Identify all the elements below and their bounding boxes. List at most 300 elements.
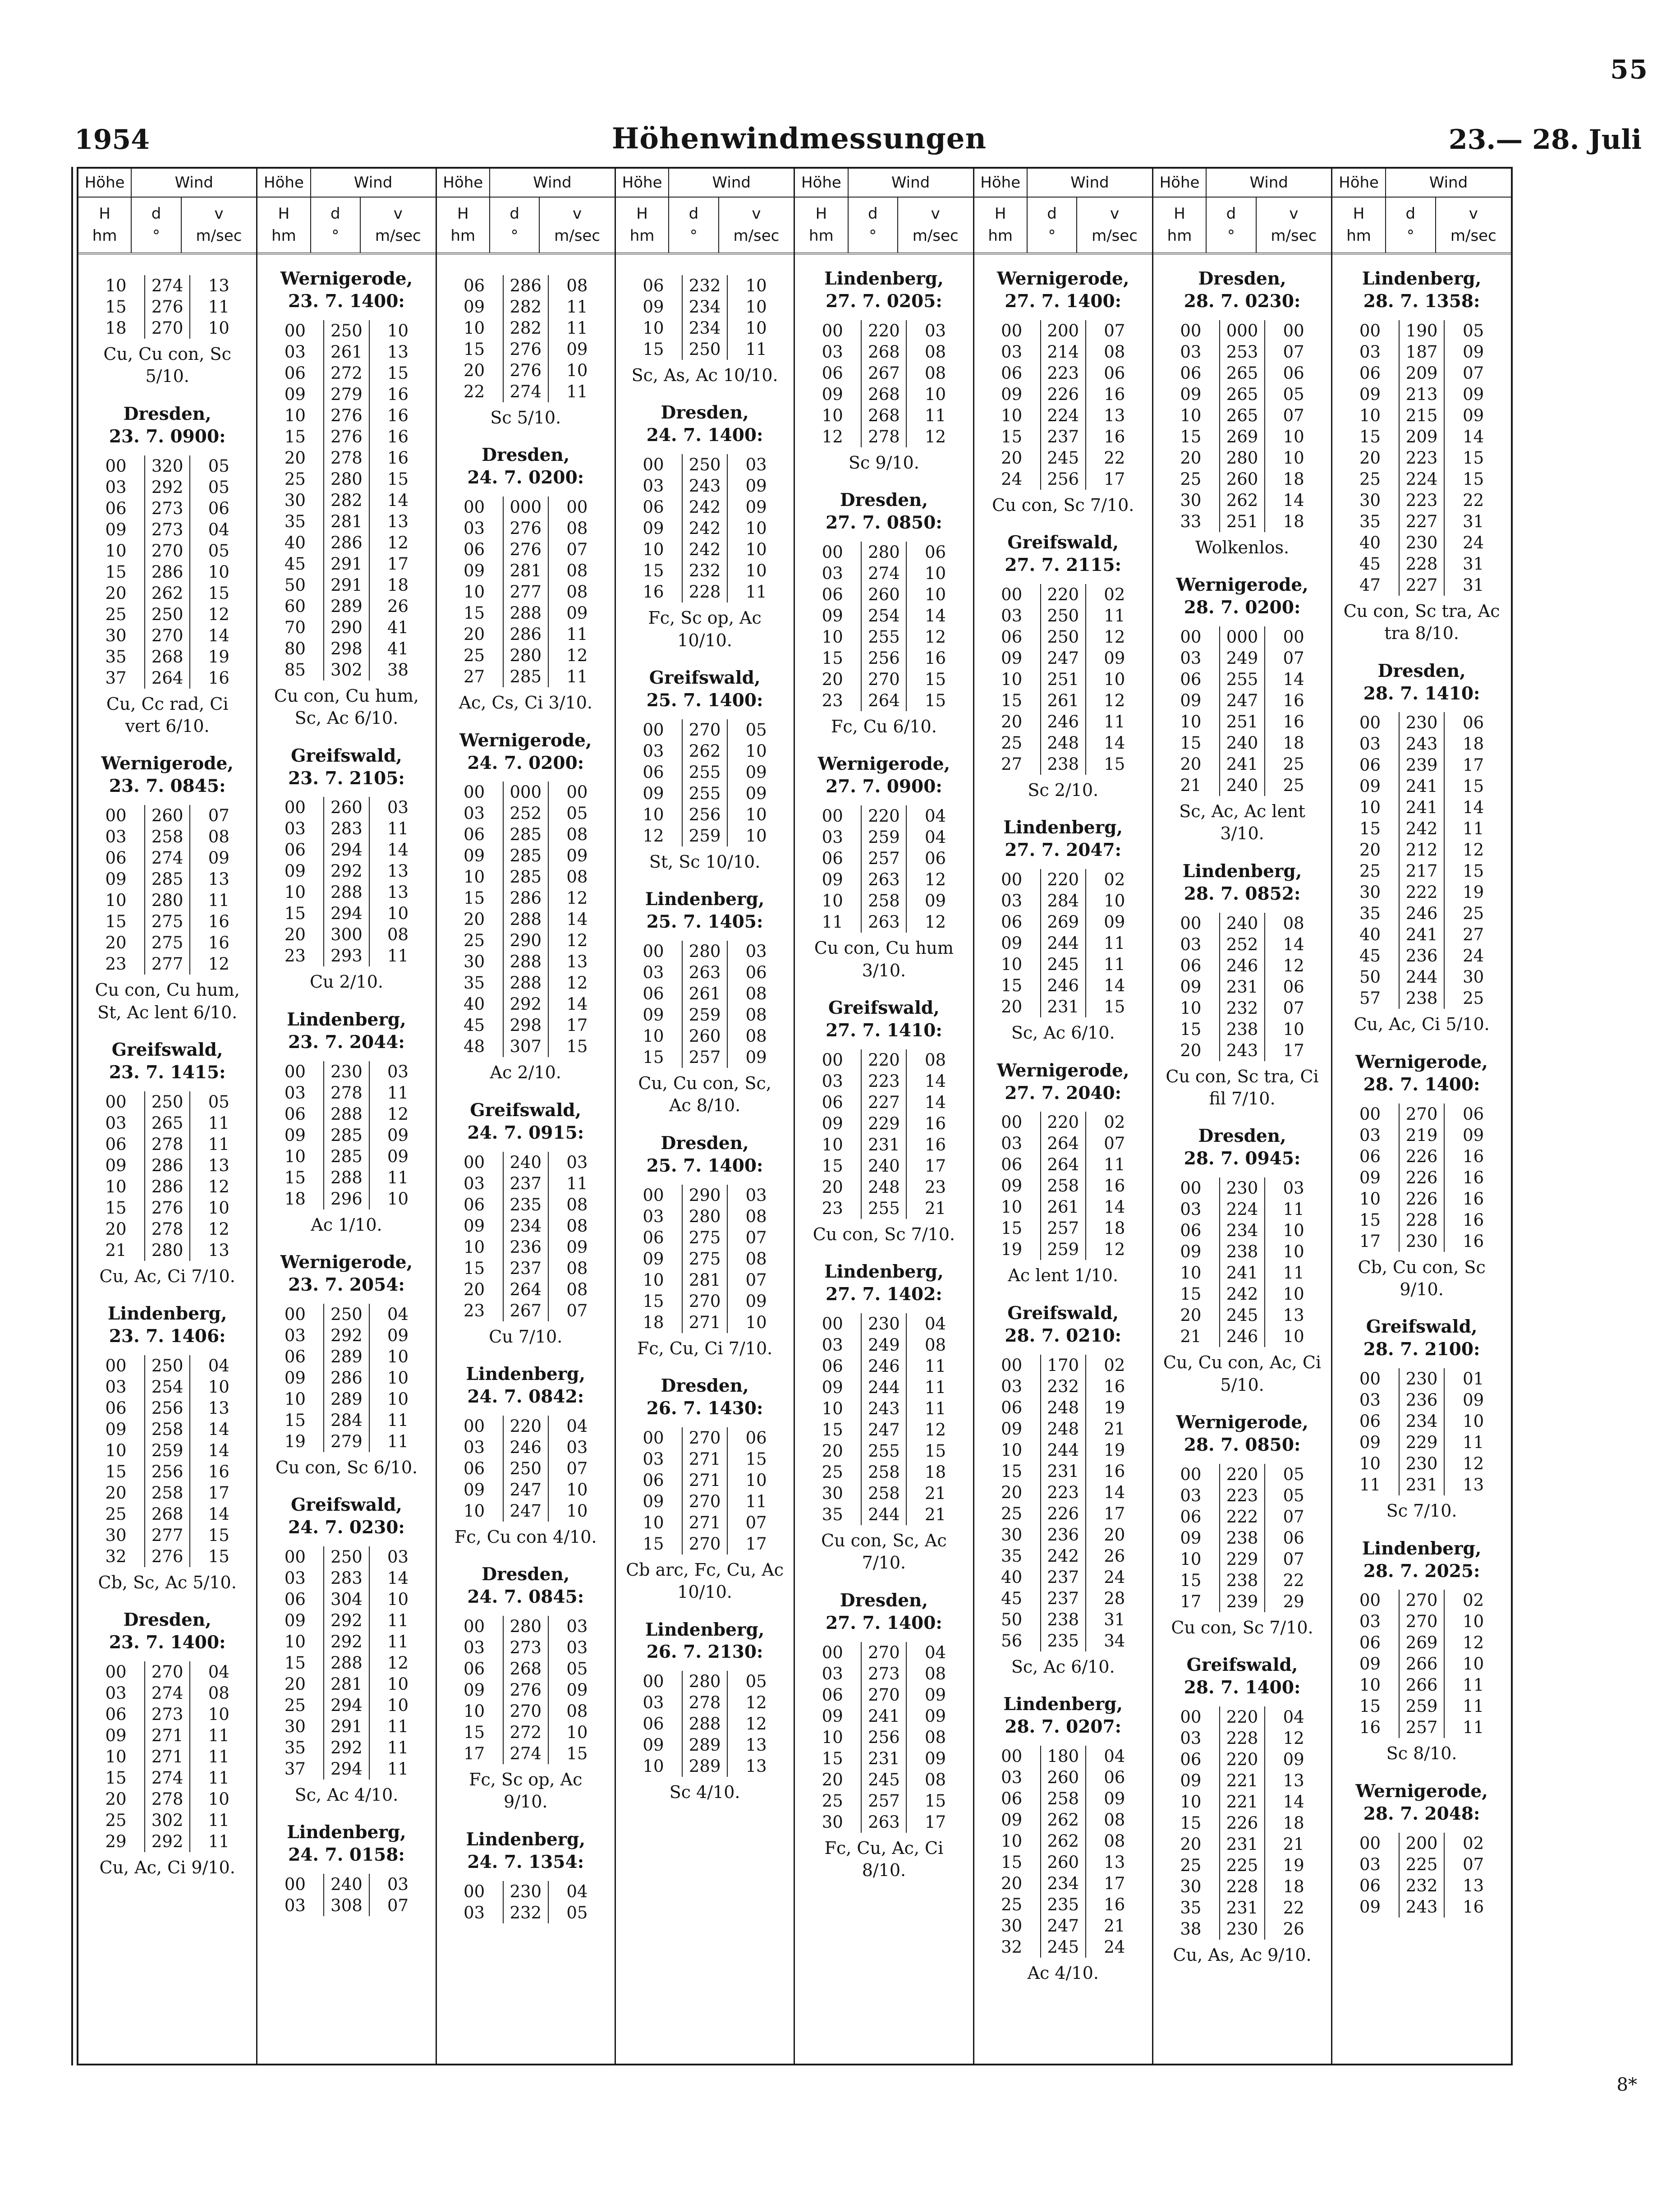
speed-value: 13 (208, 869, 230, 889)
height-value: 06 (643, 1470, 664, 1490)
measurement-row (266, 1737, 426, 1758)
measurement-row (983, 341, 1143, 363)
measurement-row (1341, 1632, 1502, 1653)
station-title-line: 28. 7. 0200: (1184, 597, 1301, 618)
speed-value: 24 (1463, 533, 1484, 552)
station-title (1162, 1412, 1322, 1457)
station-title-line: Dresden, (482, 1564, 570, 1585)
station-title (1341, 1051, 1502, 1096)
height-value: 09 (1180, 1242, 1202, 1262)
speed-value: 10 (387, 1189, 409, 1209)
measurement-row (266, 511, 426, 532)
cloud-note: Ac, Cs, Ci 3/10. (459, 693, 592, 713)
direction-value: 285 (144, 869, 190, 890)
direction-value: 260 (682, 1026, 728, 1047)
subheader-hm: hm (1167, 227, 1192, 245)
height-value: 35 (284, 511, 306, 531)
direction-value: 238 (1219, 1241, 1265, 1262)
direction-value: 293 (323, 945, 369, 966)
direction-value: 298 (323, 638, 369, 659)
speed-value: 07 (387, 1896, 409, 1916)
station-block (983, 817, 1143, 1044)
direction-value: 224 (1219, 1199, 1265, 1220)
height-value: 25 (1359, 469, 1381, 489)
height-value: 00 (105, 1662, 127, 1682)
height-value: 10 (1001, 670, 1023, 690)
station-title-line: Dresden, (661, 402, 749, 423)
height-value: 37 (105, 668, 127, 688)
column-body (795, 254, 973, 2064)
measurement-row (446, 1300, 606, 1321)
measurement-row (625, 1427, 785, 1449)
station-title (1341, 1316, 1502, 1361)
direction-value: 244 (1040, 933, 1086, 954)
speed-value: 21 (1104, 1916, 1125, 1936)
direction-value: 235 (503, 1194, 549, 1215)
direction-value: 292 (503, 993, 549, 1015)
height-value: 00 (284, 1547, 306, 1567)
height-value: 10 (1180, 998, 1202, 1018)
direction-value: 251 (1219, 711, 1265, 732)
measurement-row (1162, 1855, 1322, 1876)
station-title-line: 28. 7. 2048: (1363, 1803, 1480, 1824)
measurement-row (446, 1237, 606, 1258)
speed-value: 25 (1283, 776, 1304, 796)
height-value: 25 (105, 1504, 127, 1524)
height-value: 06 (464, 276, 485, 295)
station-title (804, 1261, 964, 1306)
direction-value: 256 (861, 648, 907, 669)
height-value: 06 (643, 984, 664, 1003)
direction-value: 250 (323, 320, 369, 341)
measurement-row (87, 1767, 247, 1789)
station-title-line: 24. 7. 0200: (467, 752, 584, 773)
speed-value: 14 (1463, 798, 1484, 818)
measurement-row (1162, 626, 1322, 648)
station-title (87, 753, 247, 798)
height-value: 06 (1180, 956, 1202, 975)
measurement-row (266, 924, 426, 945)
column-group (616, 169, 795, 2064)
measurement-rows (266, 1061, 426, 1209)
direction-value: 221 (1219, 1770, 1265, 1791)
height-value: 35 (1359, 511, 1381, 531)
measurement-row (266, 596, 426, 617)
direction-value: 279 (323, 384, 369, 405)
direction-value: 291 (323, 575, 369, 596)
height-value: 50 (284, 575, 306, 595)
direction-value: 276 (144, 296, 190, 317)
direction-value: 241 (1399, 797, 1445, 818)
speed-value: 15 (1463, 448, 1484, 468)
height-value: 09 (1359, 1168, 1381, 1187)
measurement-row (1162, 1812, 1322, 1834)
direction-value: 285 (503, 666, 549, 687)
speed-value: 11 (1463, 1697, 1484, 1716)
measurement-row (87, 1810, 247, 1831)
speed-value: 12 (745, 1714, 767, 1734)
measurement-row (266, 490, 426, 511)
direction-value: 270 (682, 1491, 728, 1512)
direction-value: 000 (1219, 320, 1265, 341)
height-value: 15 (643, 1534, 664, 1554)
cloud-note: Sc 9/10. (849, 452, 919, 473)
measurement-row (1162, 1506, 1322, 1527)
station-title (87, 1303, 247, 1348)
station-title (625, 1132, 785, 1177)
height-value: 25 (822, 1462, 843, 1482)
direction-value: 180 (1040, 1746, 1086, 1767)
station-title (983, 268, 1143, 313)
height-value: 20 (1180, 1835, 1202, 1854)
measurement-row (1162, 1241, 1322, 1262)
direction-value: 241 (861, 1706, 907, 1727)
speed-value: 23 (924, 1177, 946, 1197)
station-title-line: 28. 7. 2100: (1363, 1339, 1480, 1360)
measurement-row (87, 1376, 247, 1398)
station-title (625, 667, 785, 712)
speed-value: 11 (1463, 1433, 1484, 1453)
speed-value: 04 (924, 1642, 946, 1662)
measurement-row (983, 1630, 1143, 1651)
measurement-row (266, 532, 426, 553)
direction-value: 263 (682, 962, 728, 983)
subheader-deg: ° (869, 227, 877, 245)
measurement-row (804, 605, 964, 626)
measurement-row (804, 1177, 964, 1198)
direction-value: 261 (682, 983, 728, 1004)
height-value: 09 (105, 520, 127, 539)
direction-value: 226 (1399, 1167, 1445, 1188)
measurement-row (87, 1113, 247, 1134)
height-value: 06 (464, 1458, 485, 1478)
speed-value: 12 (924, 1420, 946, 1440)
speed-value: 31 (1463, 575, 1484, 595)
direction-value: 275 (144, 911, 190, 932)
direction-value: 259 (861, 827, 907, 848)
measurement-row (804, 1440, 964, 1462)
direction-value: 246 (1219, 955, 1265, 976)
station-title-line: Lindenberg, (466, 1829, 586, 1850)
speed-value: 08 (387, 925, 409, 945)
height-value: 09 (1180, 691, 1202, 711)
station-title-line: 27. 7. 2047: (1005, 840, 1122, 861)
measurement-row (625, 1512, 785, 1533)
height-value: 03 (643, 1206, 664, 1226)
height-value: 06 (1001, 912, 1023, 932)
direction-value: 264 (861, 690, 907, 711)
column-body (257, 254, 435, 2064)
height-value: 40 (1359, 925, 1381, 945)
height-value: 38 (1180, 1919, 1202, 1939)
height-value: 10 (105, 891, 127, 911)
station-block (1341, 1316, 1502, 1522)
direction-value: 230 (503, 1881, 549, 1902)
cloud-note: Ac 4/10. (1027, 1963, 1099, 1983)
direction-value: 235 (1040, 1894, 1086, 1915)
height-value: 03 (1180, 1485, 1202, 1505)
height-value: 00 (1180, 627, 1202, 647)
direction-value: 229 (1399, 1432, 1445, 1453)
measurement-row (983, 711, 1143, 732)
measurement-rows (625, 1185, 785, 1333)
speed-value: 12 (208, 954, 230, 974)
measurement-row (446, 909, 606, 930)
speed-value: 13 (1104, 405, 1125, 425)
direction-value: 263 (861, 911, 907, 933)
direction-value: 255 (682, 762, 728, 783)
height-value: 30 (105, 625, 127, 645)
speed-value: 09 (566, 846, 588, 866)
direction-value: 270 (144, 625, 190, 646)
speed-value: 10 (387, 1674, 409, 1694)
speed-value: 18 (1463, 734, 1484, 754)
measurement-row (446, 1658, 606, 1679)
height-value: 09 (1001, 934, 1023, 953)
height-value: 21 (1180, 1327, 1202, 1347)
measurement-row (266, 882, 426, 903)
speed-value: 07 (566, 1301, 588, 1320)
measurement-row (1162, 1791, 1322, 1812)
measurement-row (266, 1874, 426, 1895)
station-title-line: Lindenberg, (645, 1619, 765, 1640)
height-value: 06 (284, 1347, 306, 1366)
station-block (804, 268, 964, 474)
speed-value: 24 (1104, 1567, 1125, 1587)
height-value: 30 (822, 1812, 843, 1832)
station-title-line: 27. 7. 1410: (826, 1020, 942, 1041)
measurement-row (983, 1397, 1143, 1418)
measurement-row (804, 626, 964, 648)
measurement-rows (1341, 712, 1502, 1009)
measurement-row (983, 1915, 1143, 1936)
measurement-row (87, 625, 247, 646)
direction-value: 288 (503, 909, 549, 930)
speed-value: 04 (208, 1662, 230, 1682)
height-value: 00 (1001, 1746, 1023, 1766)
height-value: 20 (1001, 1873, 1023, 1893)
direction-value: 270 (682, 719, 728, 740)
station-block (804, 753, 964, 982)
direction-value: 270 (144, 1661, 190, 1683)
height-value: 00 (1001, 1355, 1023, 1375)
measurement-row (1341, 1231, 1502, 1252)
direction-value: 245 (1040, 447, 1086, 469)
station-block (446, 1363, 606, 1548)
direction-value: 249 (861, 1334, 907, 1356)
direction-value: 292 (323, 860, 369, 882)
station-title-line: 24. 7. 0845: (467, 1587, 584, 1608)
speed-value: 11 (566, 625, 588, 644)
height-value: 09 (1001, 648, 1023, 668)
height-value: 15 (1180, 427, 1202, 446)
header-hoehe: Höhe (616, 169, 669, 197)
height-value: 06 (1180, 1221, 1202, 1241)
direction-value: 226 (1040, 384, 1086, 405)
direction-value: 226 (1399, 1146, 1445, 1167)
direction-value: 288 (323, 1652, 369, 1674)
measurement-rows (625, 941, 785, 1068)
speed-value: 10 (745, 826, 767, 846)
speed-value: 17 (1104, 1504, 1125, 1523)
direction-value: 226 (1040, 1503, 1086, 1524)
height-value: 10 (1180, 712, 1202, 732)
measurement-row (87, 477, 247, 498)
measurement-row (266, 1674, 426, 1695)
station-title-line: 26. 7. 1430: (646, 1398, 763, 1419)
measurement-row (983, 1588, 1143, 1609)
height-value: 15 (1359, 819, 1381, 839)
station-title (87, 1609, 247, 1654)
height-value: 10 (1359, 1675, 1381, 1695)
height-value: 03 (1359, 1854, 1381, 1874)
height-value: 00 (1001, 870, 1023, 890)
subheader-v: v (573, 204, 582, 223)
height-value: 00 (822, 543, 843, 562)
direction-value: 231 (861, 1748, 907, 1769)
station-title (1162, 268, 1322, 313)
height-value: 30 (284, 490, 306, 510)
speed-value: 15 (1104, 754, 1125, 774)
direction-value: 276 (144, 1197, 190, 1219)
speed-value: 16 (1104, 1461, 1125, 1481)
cloud-note: Cb, Sc, Ac 5/10. (98, 1572, 237, 1592)
height-value: 15 (1180, 1570, 1202, 1590)
measurement-rows (446, 1881, 606, 1923)
height-value: 15 (105, 562, 127, 582)
height-value: 30 (1001, 1525, 1023, 1545)
cloud-note: Cu 7/10. (489, 1326, 563, 1347)
height-value: 09 (284, 1611, 306, 1631)
measurement-row (983, 405, 1143, 426)
measurement-row (983, 1609, 1143, 1630)
station-title-line: 27. 7. 1400: (826, 1612, 942, 1633)
station-title-line: 24. 7. 0158: (288, 1844, 405, 1866)
height-value: 03 (105, 1683, 127, 1703)
station-title-line: 24. 7. 0915: (467, 1122, 584, 1143)
height-value: 00 (643, 1185, 664, 1205)
subheader-hm: hm (92, 227, 117, 245)
height-value: 18 (284, 1189, 306, 1209)
speed-value: 09 (566, 340, 588, 359)
measurement-row (266, 1104, 426, 1125)
subheader-speed (898, 198, 973, 253)
measurement-row (87, 583, 247, 604)
measurement-row (446, 1437, 606, 1458)
measurement-row (446, 1458, 606, 1479)
speed-value: 14 (566, 910, 588, 929)
direction-value: 289 (682, 1734, 728, 1756)
height-value: 00 (105, 1356, 127, 1375)
speed-value: 13 (208, 1240, 230, 1260)
subheader-v: v (931, 204, 940, 223)
measurement-row (1341, 988, 1502, 1009)
direction-value: 242 (682, 518, 728, 539)
cloud-note: Wolkenlos. (1195, 537, 1290, 557)
height-value: 09 (284, 384, 306, 404)
subheader-hm: hm (629, 227, 655, 245)
measurement-rows (446, 497, 606, 687)
speed-value: 06 (1463, 713, 1484, 733)
measurement-row (446, 1173, 606, 1194)
speed-value: 12 (208, 604, 230, 624)
speed-value: 11 (1283, 1200, 1304, 1219)
speed-value: 13 (387, 883, 409, 902)
measurement-row (625, 983, 785, 1004)
speed-value: 08 (745, 1026, 767, 1046)
direction-value: 243 (1399, 733, 1445, 754)
height-value: 10 (464, 318, 485, 338)
speed-value: 07 (566, 1458, 588, 1478)
measurement-row (87, 1831, 247, 1852)
direction-value: 271 (682, 1449, 728, 1470)
direction-value: 237 (1040, 1588, 1086, 1609)
direction-value: 190 (1399, 320, 1445, 341)
height-value: 10 (1359, 1189, 1381, 1209)
speed-value: 13 (1104, 1852, 1125, 1872)
speed-value: 16 (1463, 1168, 1484, 1187)
direction-value: 258 (144, 1419, 190, 1440)
height-value: 45 (464, 1016, 485, 1035)
speed-value: 11 (566, 318, 588, 338)
speed-value: 10 (387, 904, 409, 924)
direction-value: 240 (323, 1874, 369, 1895)
direction-value: 246 (861, 1356, 907, 1377)
direction-value: 276 (323, 426, 369, 447)
header-row (257, 169, 435, 198)
cloud-note: Sc 2/10. (1028, 780, 1099, 800)
speed-value: 09 (387, 1125, 409, 1145)
subheader-d: d (510, 204, 519, 223)
station-title-line: Wernigerode, (1176, 575, 1308, 596)
direction-value: 269 (1040, 911, 1086, 933)
height-value: 06 (822, 849, 843, 869)
measurement-row (446, 951, 606, 972)
height-value: 03 (1001, 342, 1023, 362)
height-value: 03 (1359, 1390, 1381, 1410)
speed-value: 13 (745, 1757, 767, 1776)
speed-value: 10 (1283, 427, 1304, 446)
header-row (616, 169, 794, 198)
speed-value: 12 (387, 533, 409, 552)
speed-value: 07 (745, 1513, 767, 1532)
station-title-line: Lindenberg, (645, 889, 765, 910)
direction-value: 265 (1219, 363, 1265, 384)
measurement-row (983, 1852, 1143, 1873)
measurement-row (446, 1215, 606, 1237)
direction-value: 271 (682, 1512, 728, 1533)
speed-value: 12 (1104, 691, 1125, 711)
measurement-row (983, 626, 1143, 648)
column-header (1153, 169, 1331, 254)
subheader-ms: m/sec (1092, 227, 1138, 245)
measurement-row (266, 839, 426, 860)
measurement-rows (983, 869, 1143, 1017)
direction-value: 268 (861, 405, 907, 426)
measurement-row (87, 604, 247, 625)
direction-value: 250 (323, 1546, 369, 1568)
height-value: 09 (1359, 1433, 1381, 1453)
speed-value: 05 (1283, 384, 1304, 404)
station-title (446, 1363, 606, 1408)
height-value: 06 (1359, 755, 1381, 775)
measurement-row (87, 561, 247, 583)
height-value: 20 (1180, 754, 1202, 774)
column-group (437, 169, 616, 2064)
height-value: 25 (464, 646, 485, 666)
measurement-rows (625, 454, 785, 602)
speed-value: 07 (745, 1228, 767, 1247)
